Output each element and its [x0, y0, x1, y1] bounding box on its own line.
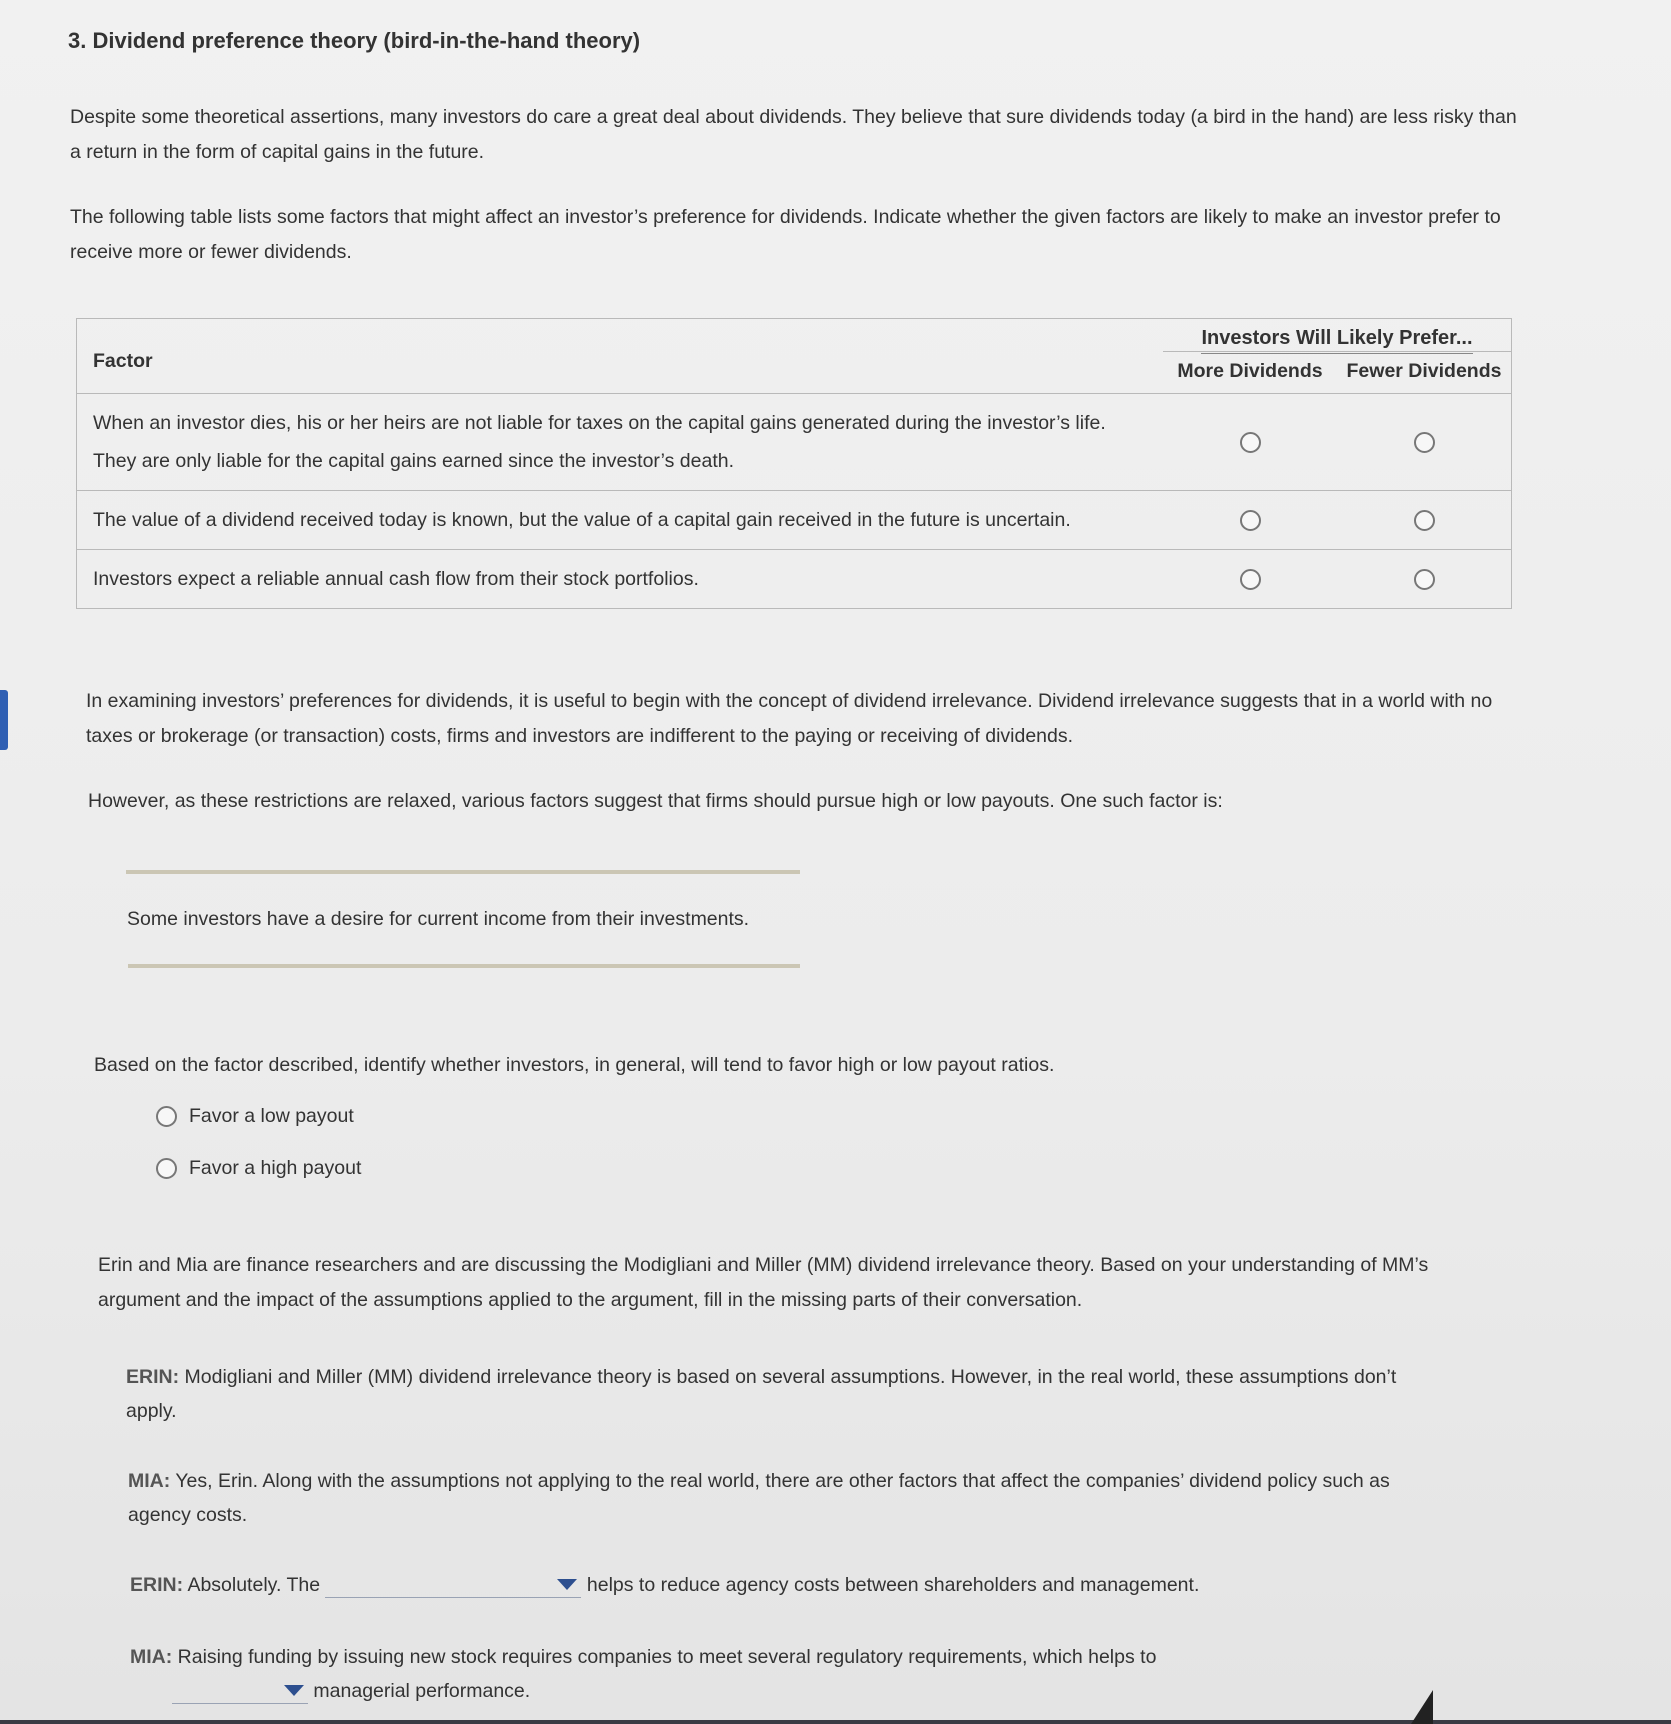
- erin-line-1-text: Modigliani and Miller (MM) dividend irrelevance theory is based on several assumptions. However, in the real world, these assumptions don’t apply.: [126, 1366, 1397, 1422]
- row2-more-radio[interactable]: [1240, 510, 1261, 531]
- divider-bottom: [128, 964, 800, 968]
- factor-cell: Investors expect a reliable annual cash flow from their stock portfolios.: [77, 550, 1164, 609]
- low-payout-label: Favor a low payout: [189, 1105, 354, 1127]
- restrictions-paragraph: However, as these restrictions are relaxed, various factors suggest that firms should pursue high or low payouts. One such factor is:: [88, 790, 1223, 812]
- table-intro-paragraph: The following table lists some factors that might affect an investor’s preference for dividends. Indicate whether the given factors are likely to make an investor prefer to receive more or fewer dividends.: [70, 206, 1501, 263]
- more-dividends-header: More Dividends: [1163, 352, 1337, 394]
- chevron-down-icon: [557, 1579, 577, 1590]
- low-payout-radio[interactable]: [156, 1106, 177, 1127]
- row1-fewer-radio[interactable]: [1414, 432, 1435, 453]
- row2-fewer-radio[interactable]: [1414, 510, 1435, 531]
- option-low-payout[interactable]: [156, 1105, 354, 1128]
- question-title: 3. Dividend preference theory (bird-in-the-hand theory): [68, 28, 641, 53]
- preference-group-label: Investors Will Likely Prefer...: [1201, 327, 1472, 354]
- cursor-arrow-icon: [1411, 1690, 1433, 1724]
- erin-line-2: [130, 1568, 1530, 1602]
- high-payout-radio[interactable]: [156, 1158, 177, 1179]
- table-row: [77, 550, 1512, 609]
- high-payout-label: Favor a high payout: [189, 1157, 362, 1179]
- row3-more-radio[interactable]: [1240, 569, 1261, 590]
- mia-line-1-text: Yes, Erin. Along with the assumptions not applying to the real world, there are other factors that affect the companies’ dividend policy such as agency costs.: [128, 1470, 1390, 1526]
- erin-line-2-after: helps to reduce agency costs between shareholders and management.: [586, 1574, 1200, 1596]
- agency-dropdown[interactable]: [325, 1573, 581, 1598]
- speaker-erin: ERIN:: [126, 1366, 180, 1388]
- conversation-intro: Erin and Mia are finance researchers and are discussing the Modigliani and Miller (MM) dividend irrelevance theory. Based on your understanding of MM’s argument and the impact of the assumptions applied to the argument, fill in the missing parts of their conversation.: [98, 1254, 1429, 1311]
- factor-table: [76, 318, 1512, 609]
- divider-top: [126, 870, 800, 874]
- mia-line-2-before: Raising funding by issuing new stock requires companies to meet several regulatory requirements, which helps to: [177, 1646, 1157, 1668]
- erin-line-2-before: Absolutely. The: [187, 1574, 321, 1596]
- mia-line-1: [128, 1464, 1448, 1532]
- table-row: [77, 491, 1512, 550]
- row3-fewer-radio[interactable]: [1414, 569, 1435, 590]
- intro-paragraph: Despite some theoretical assertions, many investors do care a great deal about dividends. They believe that sure dividends today (a bird in the hand) are less risky than a return in the form of capital gains in the future.: [70, 106, 1517, 163]
- factor-quote: Some investors have a desire for current income from their investments.: [127, 908, 750, 930]
- row1-more-radio[interactable]: [1240, 432, 1261, 453]
- factor-column-header: Factor: [77, 319, 1164, 394]
- option-high-payout[interactable]: [156, 1157, 361, 1180]
- preference-group-header: [1163, 319, 1512, 352]
- mia-line-2-after: managerial performance.: [313, 1680, 531, 1702]
- chevron-down-icon: [284, 1685, 304, 1696]
- performance-dropdown[interactable]: [172, 1679, 308, 1704]
- speaker-mia: MIA:: [130, 1646, 173, 1668]
- mia-line-2: [130, 1640, 1280, 1708]
- irrelevance-paragraph: In examining investors’ preferences for dividends, it is useful to begin with the concept of dividend irrelevance. Dividend irrelevance suggests that in a world with no taxes or brokerage (or transaction) costs, firms and investors are indifferent to the paying or receiving of dividends.: [86, 690, 1493, 747]
- factor-cell: The value of a dividend received today is known, but the value of a capital gain received in the future is uncertain.: [77, 491, 1164, 550]
- speaker-mia: MIA:: [128, 1470, 171, 1492]
- table-row: [77, 394, 1512, 491]
- payout-prompt: Based on the factor described, identify whether investors, in general, will tend to favor high or low payout ratios.: [94, 1054, 1055, 1076]
- speaker-erin: ERIN:: [130, 1574, 184, 1596]
- window-edge-indicator: [0, 690, 8, 750]
- erin-line-1: [126, 1360, 1426, 1428]
- fewer-dividends-header: Fewer Dividends: [1337, 352, 1512, 394]
- factor-cell: When an investor dies, his or her heirs are not liable for taxes on the capital gains generated during the investor’s life. They are only liable for the capital gains earned since the investor’s death.: [77, 394, 1164, 491]
